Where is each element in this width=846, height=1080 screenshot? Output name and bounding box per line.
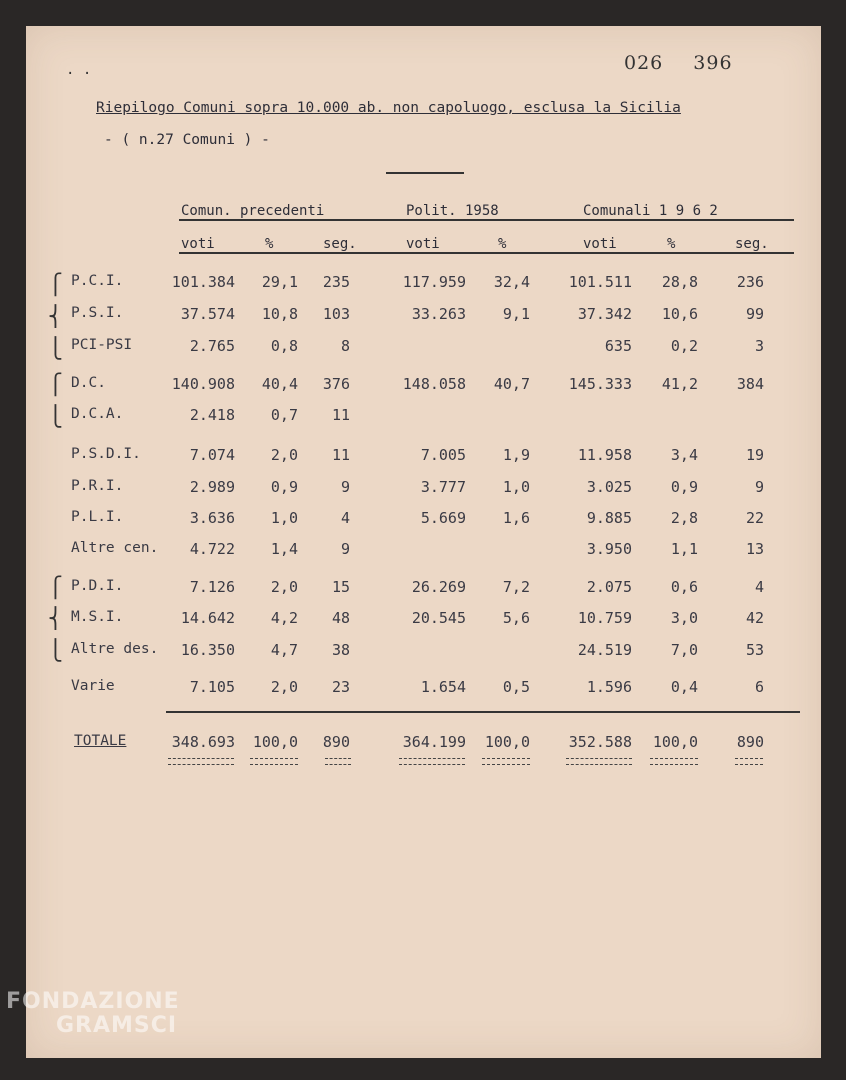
- cell: 890: [322, 733, 350, 751]
- double-underline: [735, 758, 763, 765]
- cell: 2,0: [270, 678, 298, 696]
- row-label: P.S.I.: [71, 305, 124, 321]
- cell: 7.074: [189, 446, 235, 464]
- cell: 4,7: [270, 641, 298, 659]
- row-label: P.L.I.: [71, 509, 124, 525]
- cell: 10,6: [661, 305, 698, 323]
- cell: 101.511: [568, 273, 632, 291]
- table-row: [0, 406, 846, 428]
- cell: 4.722: [189, 540, 235, 558]
- cell: 14.642: [180, 609, 235, 627]
- col-header-voti: voti: [583, 236, 617, 252]
- cell: 4: [340, 509, 350, 527]
- col-header-voti: voti: [181, 236, 215, 252]
- double-underline: [168, 758, 234, 765]
- watermark-line-1: FONDAZIONE: [6, 989, 180, 1014]
- brace-left: ⎨: [48, 304, 63, 328]
- table-row-total: [0, 733, 846, 755]
- cell: 101.384: [171, 273, 235, 291]
- brace-left: ⎨: [48, 606, 63, 630]
- cell: 100,0: [484, 733, 530, 751]
- cell: 1,1: [670, 540, 698, 558]
- cell: 0,8: [270, 337, 298, 355]
- cell: 352.588: [568, 733, 632, 751]
- cell: 2.765: [189, 337, 235, 355]
- table-row: [0, 540, 846, 562]
- cell: 2,8: [670, 509, 698, 527]
- cell: 1.596: [586, 678, 632, 696]
- cell: 23: [331, 678, 350, 696]
- row-label: D.C.A.: [71, 406, 124, 422]
- cell: 117.959: [402, 273, 466, 291]
- cell: 145.333: [568, 375, 632, 393]
- col-header-seg: seg.: [323, 236, 357, 252]
- watermark-line-2: GRAMSCI: [56, 1013, 178, 1038]
- cell: 348.693: [171, 733, 235, 751]
- cell: 0,4: [670, 678, 698, 696]
- cell: 28,8: [661, 273, 698, 291]
- cell: 384: [736, 375, 764, 393]
- cell: 32,4: [493, 273, 530, 291]
- cell: 15: [331, 578, 350, 596]
- brace-left: ⎧: [48, 372, 63, 396]
- brace-left: ⎧: [48, 575, 63, 599]
- table-row: [0, 337, 846, 359]
- row-label: P.S.D.I.: [71, 446, 141, 462]
- cell: 2.989: [189, 478, 235, 496]
- cell: 9: [754, 478, 764, 496]
- cell: 37.574: [180, 305, 235, 323]
- cell: 37.342: [577, 305, 632, 323]
- cell: 9: [340, 478, 350, 496]
- cell: 2.075: [586, 578, 632, 596]
- cell: 1.654: [420, 678, 466, 696]
- cell: 19: [745, 446, 764, 464]
- table-row: [0, 678, 846, 700]
- total-rule: [166, 711, 800, 713]
- cell: 3,0: [670, 609, 698, 627]
- cell: 3.950: [586, 540, 632, 558]
- cell: 1,0: [502, 478, 530, 496]
- cell: 5.669: [420, 509, 466, 527]
- col-header-voti: voti: [406, 236, 440, 252]
- row-label: Varie: [71, 678, 115, 694]
- cell: 148.058: [402, 375, 466, 393]
- table-row: [0, 609, 846, 631]
- cell: 1,6: [502, 509, 530, 527]
- double-underline: [325, 758, 351, 765]
- table-row: [0, 641, 846, 663]
- cell: 4,2: [270, 609, 298, 627]
- cell: 11: [331, 446, 350, 464]
- cell: 7,2: [502, 578, 530, 596]
- double-underline: [399, 758, 465, 765]
- row-label: P.R.I.: [71, 478, 124, 494]
- double-underline: [566, 758, 632, 765]
- cell: 9,1: [502, 305, 530, 323]
- cell: 103: [322, 305, 350, 323]
- cell: 100,0: [652, 733, 698, 751]
- cell: 38: [331, 641, 350, 659]
- cell: 0,6: [670, 578, 698, 596]
- table-row: [0, 578, 846, 600]
- cell: 4: [754, 578, 764, 596]
- brace-left: ⎩: [48, 336, 63, 360]
- brace-left: ⎩: [48, 638, 63, 662]
- table-row: [0, 478, 846, 500]
- cell: 1,4: [270, 540, 298, 558]
- cell: 11.958: [577, 446, 632, 464]
- cell: 0,5: [502, 678, 530, 696]
- cell: 100,0: [252, 733, 298, 751]
- cell: 0,2: [670, 337, 698, 355]
- group-header-polit-1958: Polit. 1958: [406, 203, 499, 219]
- margin-dots: · ·: [66, 66, 92, 82]
- brace-left: ⎧: [48, 272, 63, 296]
- cell: 40,7: [493, 375, 530, 393]
- cell: 41,2: [661, 375, 698, 393]
- cell: 10,8: [261, 305, 298, 323]
- cell: 40,4: [261, 375, 298, 393]
- cell: 140.908: [171, 375, 235, 393]
- cell: 6: [754, 678, 764, 696]
- cell: 16.350: [180, 641, 235, 659]
- cell: 1,0: [270, 509, 298, 527]
- cell: 48: [331, 609, 350, 627]
- cell: 7,0: [670, 641, 698, 659]
- table-row: [0, 509, 846, 531]
- cell: 5,6: [502, 609, 530, 627]
- row-label: D.C.: [71, 375, 106, 391]
- cell: 3.636: [189, 509, 235, 527]
- table-row: [0, 375, 846, 397]
- cell: 7.126: [189, 578, 235, 596]
- row-label: PCI-PSI: [71, 337, 133, 353]
- cell: 53: [745, 641, 764, 659]
- cell: 13: [745, 540, 764, 558]
- divider: [386, 172, 464, 174]
- table-row: [0, 446, 846, 468]
- cell: 99: [745, 305, 764, 323]
- page-title: Riepilogo Comuni sopra 10.000 ab. non capoluogo, esclusa la Sicilia: [96, 100, 681, 116]
- cell: 11: [331, 406, 350, 424]
- row-label: P.C.I.: [71, 273, 124, 289]
- double-underline: [482, 758, 530, 765]
- cell: 1,9: [502, 446, 530, 464]
- double-underline: [250, 758, 298, 765]
- cell: 24.519: [577, 641, 632, 659]
- cell: 235: [322, 273, 350, 291]
- row-label: Altre des.: [71, 641, 159, 657]
- cell: 20.545: [411, 609, 466, 627]
- group-header-comun-precedenti: Comun. precedenti: [181, 203, 325, 219]
- column-header-rule: [179, 252, 794, 254]
- cell: 890: [736, 733, 764, 751]
- cell: 3: [754, 337, 764, 355]
- cell: 635: [604, 337, 632, 355]
- cell: 0,9: [270, 478, 298, 496]
- cell: 9.885: [586, 509, 632, 527]
- cell: 2.418: [189, 406, 235, 424]
- watermark-logo: [6, 990, 180, 1038]
- row-label: P.D.I.: [71, 578, 124, 594]
- cell: 2,0: [270, 578, 298, 596]
- cell: 42: [745, 609, 764, 627]
- cell: 26.269: [411, 578, 466, 596]
- document-number: [624, 52, 763, 74]
- table-row: [0, 273, 846, 295]
- brace-left: ⎩: [48, 404, 63, 428]
- row-label: Altre cen.: [71, 540, 159, 556]
- col-header-pct: %: [265, 236, 274, 252]
- doc-number-a: 026: [624, 52, 664, 74]
- table-row: [0, 305, 846, 327]
- cell: 364.199: [402, 733, 466, 751]
- group-header-comunali-1962: Comunali 1 9 6 2: [583, 203, 718, 219]
- cell: 9: [340, 540, 350, 558]
- page-subtitle: - ( n.27 Comuni ) -: [104, 132, 270, 148]
- doc-number-b: 396: [693, 52, 733, 74]
- cell: 236: [736, 273, 764, 291]
- cell: 2,0: [270, 446, 298, 464]
- cell: 3.777: [420, 478, 466, 496]
- row-label: TOTALE: [74, 733, 127, 749]
- cell: 8: [340, 337, 350, 355]
- cell: 0,7: [270, 406, 298, 424]
- row-label: M.S.I.: [71, 609, 124, 625]
- group-header-rule: [179, 219, 794, 221]
- cell: 7.105: [189, 678, 235, 696]
- cell: 3,4: [670, 446, 698, 464]
- cell: 33.263: [411, 305, 466, 323]
- col-header-pct: %: [667, 236, 676, 252]
- double-underline: [650, 758, 698, 765]
- cell: 0,9: [670, 478, 698, 496]
- col-header-pct: %: [498, 236, 507, 252]
- cell: 376: [322, 375, 350, 393]
- cell: 29,1: [261, 273, 298, 291]
- cell: 7.005: [420, 446, 466, 464]
- col-header-seg: seg.: [735, 236, 769, 252]
- cell: 3.025: [586, 478, 632, 496]
- cell: 22: [745, 509, 764, 527]
- cell: 10.759: [577, 609, 632, 627]
